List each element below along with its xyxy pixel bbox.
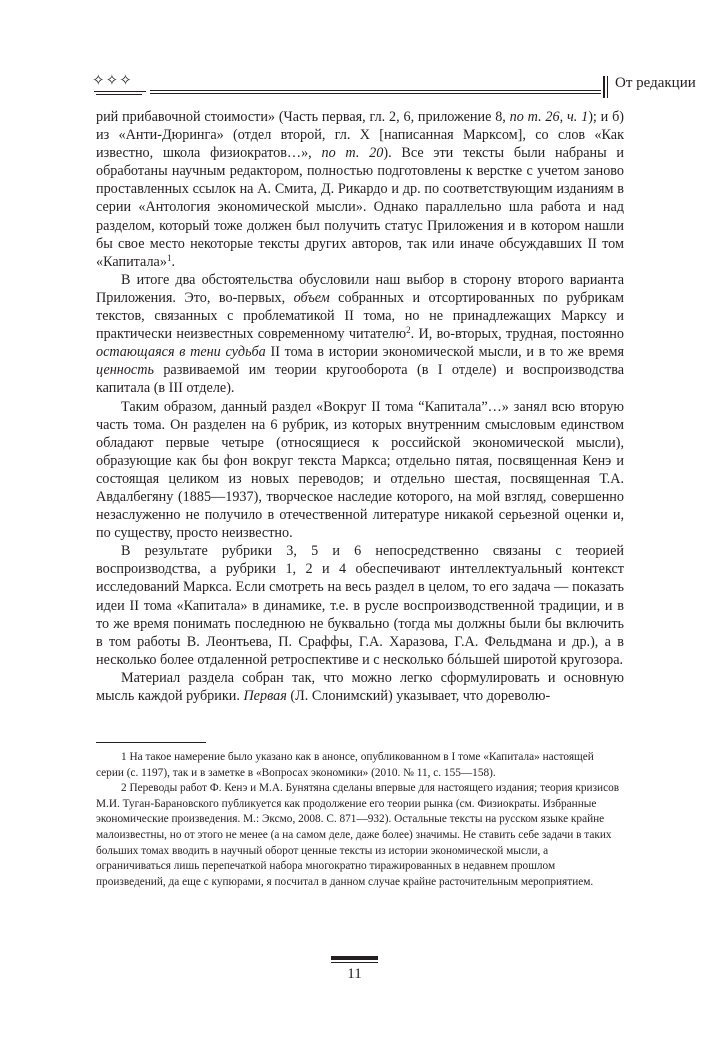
italic-run: Первая [243, 688, 287, 704]
footnote-separator [96, 742, 206, 743]
text-run: , [559, 109, 567, 125]
page-number-bar-thin [331, 962, 378, 963]
header-rule-secondary [150, 93, 601, 94]
italic-run: ч. 1 [566, 109, 589, 125]
footnote-ref-2[interactable]: 2 [406, 325, 411, 336]
italic-run: остающаяся в тени судьба [96, 344, 266, 361]
footnote-1: 1 На такое намерение было указано как в анонсе, опубликованном в I томе «Капитала» настоящей серии (с. 1197), так и в заметке в «Вопросах экономики» (2010. № 11, с. 155—158). [96, 751, 594, 779]
header-rule [150, 90, 601, 91]
italic-run: по т. 26 [509, 109, 560, 125]
section-title: От редакции [615, 75, 696, 91]
text-run: Материал раздела собран так, что можно легко сформулировать и основную мысль каждой рубрики. [96, 669, 624, 704]
text-run: ). Все эти тексты были набраны и обработаны научным редактором, полностью подготовлены к верстке с учетом заново проставленных ссылок на А. Смита, Д. Рикардо и др. по соответствующим изданиям в серии «Антология экономической мысли». Однако параллельно шла работа и над разделом, который тоже должен был получить статус Приложения и в котором нашли бы свое место некоторые тексты других авторов, так или иначе обсуждавших II том «Капитала» [96, 145, 625, 270]
text-run: собранных и отсортированных по рубрикам текстов, связанных с проблематикой II тома, но не принадлежащих Марксу и практически неизвестных современному читателю [96, 289, 624, 343]
footnotes [96, 750, 624, 890]
header-vertical-bar [603, 76, 605, 98]
running-header [92, 64, 696, 104]
text-run: В итоге два обстоятельства обусловили наш выбор в сторону второго варианта Приложения. Это, во-первых, [96, 271, 624, 306]
ornament-rule-secondary [96, 94, 142, 95]
paragraph-1 [96, 108, 624, 271]
paragraph-2 [96, 271, 624, 398]
body-text [96, 108, 624, 705]
italic-run: объем [293, 289, 330, 306]
page-number: 11 [347, 966, 362, 982]
header-vertical-bar-thin [607, 76, 608, 98]
text-run: рий прибавочной стоимости» (Часть первая, гл. 2, 6, приложение 8, [96, 109, 510, 125]
header-ornament-icon: ✧✧✧ [92, 71, 133, 89]
ornament-rule [94, 91, 146, 92]
paragraph-5 [96, 669, 624, 705]
text-run: . И, во-вторых, трудная, постоянно [410, 326, 624, 343]
italic-run: ценность [96, 362, 154, 379]
paragraph-3: Таким образом, данный раздел «Вокруг II тома “Капитала”…» занял всю вторую часть тома. Он разделен на 6 рубрик, из которых внутренним смысловым единством обладают первые четыре (относящиеся к российской экономической мысли), образующие как бы фон вокруг текста Маркса; отдельно пятая, посвященная Кенэ и состоящая целиком из новых переводов; и отдельно шестая, посвященная Т.А. Авдалбегяну (1885—1937), творческое наследие которого, на мой взгляд, совершенно незаслуженно не получило в отечественной литературе никакой серьезной оценки и, по существу, просто неизвестно. [96, 398, 624, 542]
footnote-2: 2 Переводы работ Ф. Кенэ и М.А. Бунятяна сделаны впервые для настоящего издания; теория кризисов М.И. Туган-Барановского публикуется как продолжение его теории рынка (см. Физиократы. Избранные экономические произведения. М.: Эксмо, 2008. С. 871—932). Остальные тексты на русском языке крайне малоизвестны, но от этого не менее (а на самом деле, даже более) значимы. Не ставить себе задачи в таких больших томах вводить в научный оборот ценные тексты из истории экономической мысли, а ограничиваться лишь перепечаткой набора многократно тиражированных в недавнем прошлом произведений, да еще с купюрами, я посчитал в данном случае крайне расточительным мероприятием. [96, 782, 620, 888]
text-run: ); и б) из «Анти-Дюринга» (отдел второй, гл. X [написанная Марксом], со слов «Как известно, школа физиократов…», [96, 109, 625, 162]
text-run: . [171, 253, 175, 270]
text-run: развиваемой им теории кругооборота (в I отделе) и воспроизводства капитала (в III отделе). [96, 362, 624, 397]
footnote-ref-1[interactable]: 1 [166, 252, 172, 263]
page-number-bar [331, 956, 378, 960]
paragraph-4: В результате рубрики 3, 5 и 6 непосредственно связаны с теорией воспроизводства, а рубрики 1, 2 и 4 обеспечивают интеллектуальный контекст исследований Маркса. Если смотреть на весь раздел в целом, то его задача — показать идеи II тома «Капитала» в динамике, т.е. в русле воспроизводственной традиции, и в то же время понимать последнюю не буквально (тогда мы должны были бы включить в том работы В. Леонтьева, П. Сраффы, Г.А. Харазова, Г.А. Фельдмана и др.), а в несколько более отдаленной ретроспективе и с несколько бóльшей широтой кругозора. [96, 543, 624, 668]
text-run: (Л. Слонимский) указывает, что дореволю- [286, 688, 551, 704]
text-run: II тома в истории экономической мысли, и в то же время [265, 344, 625, 361]
italic-run: по т. 20 [321, 145, 384, 162]
